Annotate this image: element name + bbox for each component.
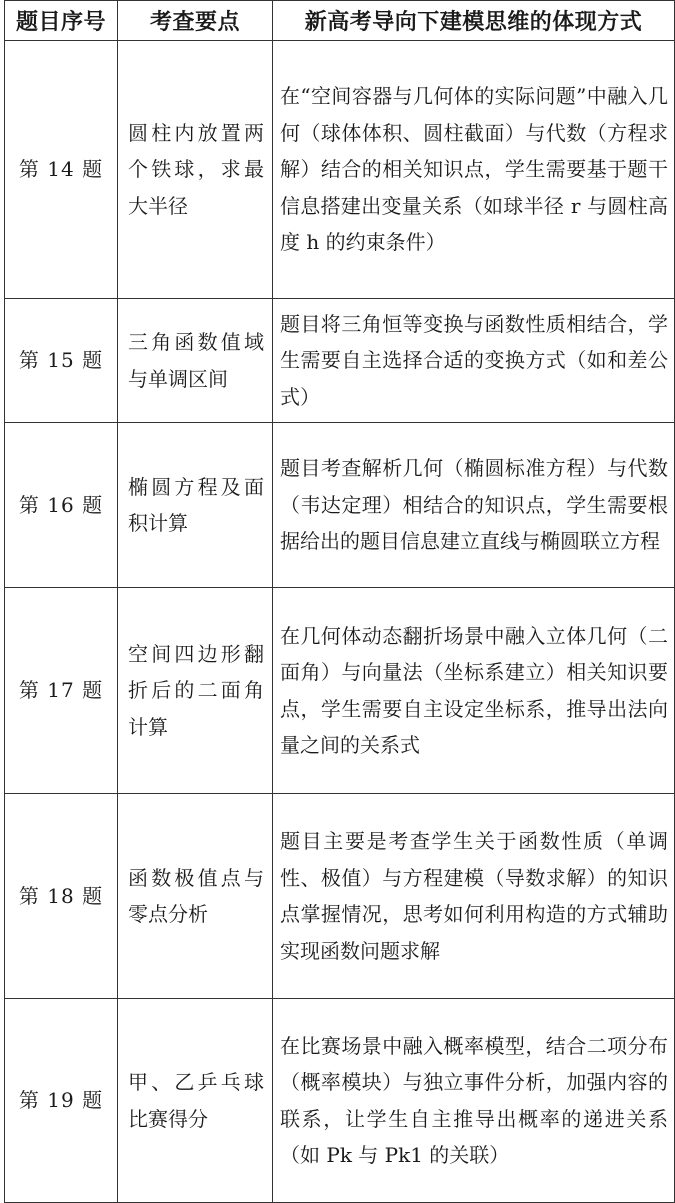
modeling-description-cell: 在“空间容器与几何体的实际问题”中融入几何（球体体积、圆柱截面）与代数（方程求解）结合的相关知识点，学生需要基于题干信息搭建出变量关系（如球半径 r 与圆柱高度 h 的约束条件） [273,41,675,299]
question-number-cell: 第 17 题 [5,588,118,794]
key-point-cell: 三角函数值域与单调区间 [118,299,273,423]
table-row [5,588,675,794]
header-key-points: 考查要点 [118,1,273,41]
header-question-number: 题目序号 [5,1,118,41]
question-number-cell: 第 14 题 [5,41,118,299]
analysis-table [4,0,675,1203]
table-row [5,999,675,1203]
table-header-row [5,1,675,41]
modeling-description-cell: 题目将三角恒等变换与函数性质相结合，学生需要自主选择合适的变换方式（如和差公式） [273,299,675,423]
modeling-description-cell: 在几何体动态翻折场景中融入立体几何（二面角）与向量法（坐标系建立）相关知识要点，学生需要自主设定坐标系，推导出法向量之间的关系式 [273,588,675,794]
question-number-cell: 第 18 题 [5,794,118,999]
key-point-cell: 函数极值点与零点分析 [118,794,273,999]
table-row [5,423,675,588]
question-number-cell: 第 15 题 [5,299,118,423]
table-row [5,299,675,423]
table-row [5,794,675,999]
modeling-description-cell: 题目主要是考查学生关于函数性质（单调性、极值）与方程建模（导数求解）的知识点掌握情况，思考如何利用构造的方式辅助实现函数问题求解 [273,794,675,999]
key-point-cell: 椭圆方程及面积计算 [118,423,273,588]
modeling-description-cell: 题目考查解析几何（椭圆标准方程）与代数（韦达定理）相结合的知识点，学生需要根据给出的题目信息建立直线与椭圆联立方程 [273,423,675,588]
question-number-cell: 第 16 题 [5,423,118,588]
table-row [5,41,675,299]
question-number-cell: 第 19 题 [5,999,118,1203]
header-modeling-approach: 新高考导向下建模思维的体现方式 [273,1,675,41]
key-point-cell: 圆柱内放置两个铁球，求最大半径 [118,41,273,299]
key-point-cell: 空间四边形翻折后的二面角计算 [118,588,273,794]
key-point-cell: 甲、乙乒乓球比赛得分 [118,999,273,1203]
modeling-description-cell: 在比赛场景中融入概率模型，结合二项分布（概率模块）与独立事件分析，加强内容的联系，让学生自主推导出概率的递进关系（如 Pk 与 Pk1 的关联） [273,999,675,1203]
